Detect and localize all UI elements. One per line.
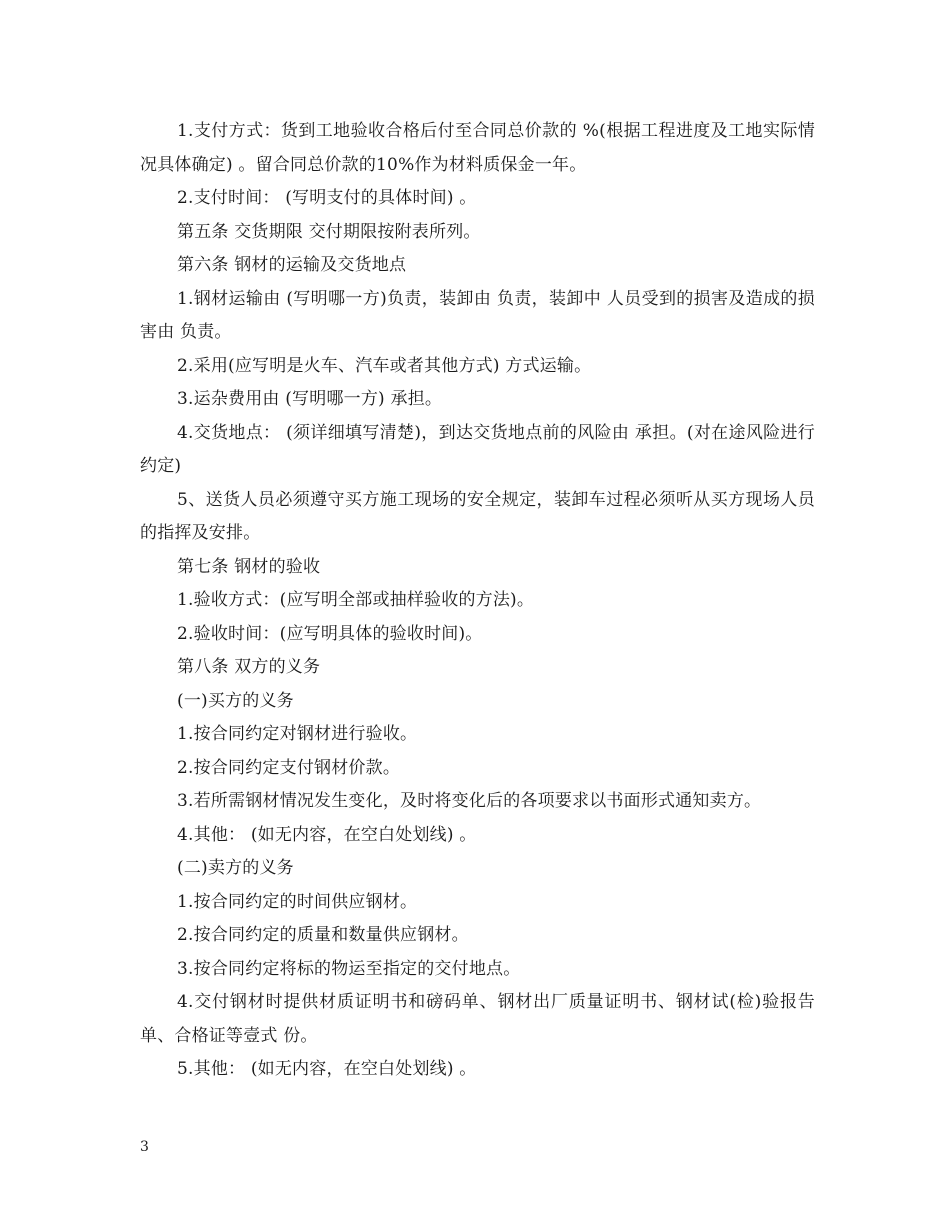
buyer-obligation-3: 3.若所需钢材情况发生变化，及时将变化后的各项要求以书面形式通知卖方。 [177, 791, 762, 811]
article-6-heading: 第六条 钢材的运输及交货地点 [177, 255, 407, 275]
seller-obligations-heading: (二)卖方的义务 [177, 858, 294, 878]
article-8-heading: 第八条 双方的义务 [177, 657, 321, 677]
buyer-obligation-1: 1.按合同约定对钢材进行验收。 [177, 724, 418, 744]
article-5-delivery-term: 第五条 交货期限 交付期限按附表所列。 [177, 221, 481, 242]
document-body [140, 115, 815, 1087]
seller-obligation-5: 5.其他： (如无内容，在空白处划线) 。 [177, 1059, 477, 1079]
paragraph-transport-responsibility: 1.钢材运输由 (写明哪一方)负责，装卸由 负责，装卸中 人员受到的损害及造成的损害由 负责。 [140, 288, 815, 342]
buyer-obligation-2: 2.按合同约定支付钢材价款。 [177, 757, 401, 778]
buyer-obligation-4: 4.其他： (如无内容，在空白处划线) 。 [177, 824, 477, 845]
paragraph-freight-cost: 3.运杂费用由 (写明哪一方) 承担。 [177, 389, 443, 409]
paragraph-delivery-location: 4.交货地点： (须详细填写清楚)，到达交货地点前的风险由 承担。(对在途风险进行约定) [140, 422, 815, 476]
page-number: 3 [140, 1139, 149, 1155]
paragraph-transport-mode: 2.采用(应写明是火车、汽车或者其他方式) 方式运输。 [177, 355, 592, 376]
seller-obligation-3: 3.按合同约定将标的物运至指定的交付地点。 [177, 958, 521, 979]
seller-obligation-4: 4.交付钢材时提供材质证明书和磅码单、钢材出厂质量证明书、钢材试(检)验报告单、合格证等壹式 份。 [140, 992, 815, 1046]
paragraph-delivery-safety: 5、送货人员必须遵守买方施工现场的安全规定，装卸车过程必须听从买方现场人员的指挥及安排。 [140, 489, 815, 543]
seller-obligation-1: 1.按合同约定的时间供应钢材。 [177, 891, 418, 912]
paragraph-inspection-method: 1.验收方式：(应写明全部或抽样验收的方法)。 [177, 590, 535, 610]
buyer-obligations-heading: (一)买方的义务 [177, 690, 294, 711]
paragraph-payment-method: 1.支付方式：货到工地验收合格后付至合同总价款的 %(根据工程进度及工地实际情况具体确定) 。留合同总价款的10%作为材料质保金一年。 [140, 121, 815, 175]
paragraph-payment-time: 2.支付时间： (写明支付的具体时间) 。 [177, 188, 477, 208]
paragraph-inspection-time: 2.验收时间：(应写明具体的验收时间)。 [177, 623, 483, 644]
seller-obligation-2: 2.按合同约定的质量和数量供应钢材。 [177, 925, 469, 945]
article-7-heading: 第七条 钢材的验收 [177, 556, 321, 577]
